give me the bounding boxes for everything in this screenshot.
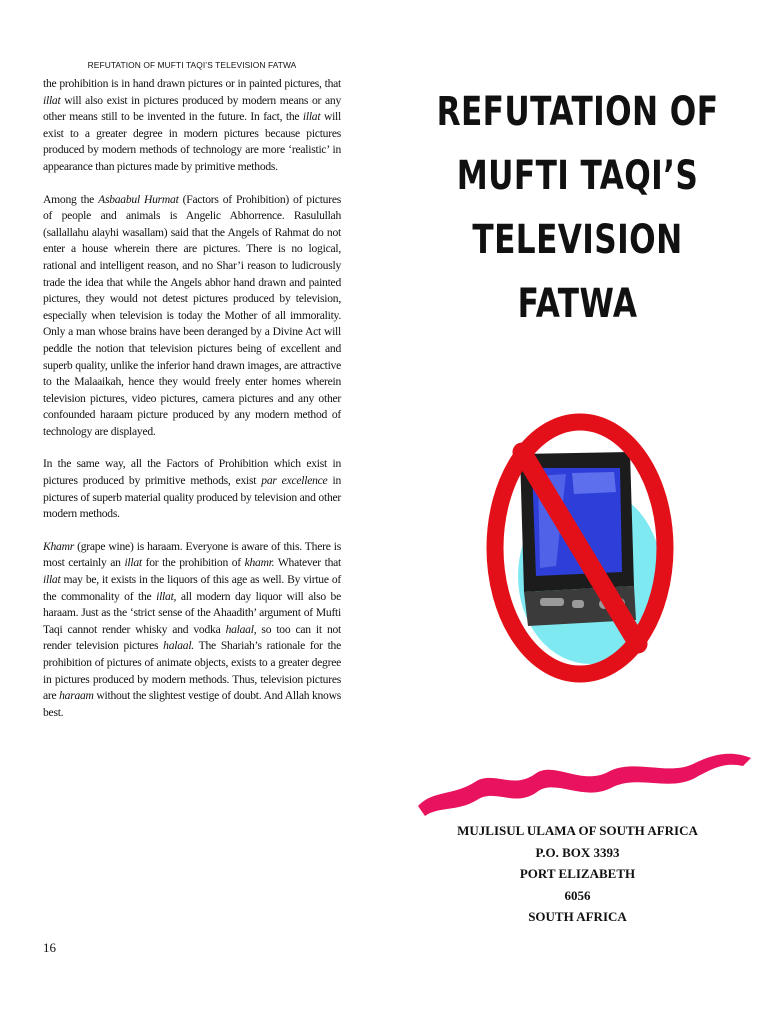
ribbon-decoration <box>413 744 753 824</box>
no-television-illustration <box>480 376 680 686</box>
cover-title <box>435 80 720 336</box>
running-header: REFUTATION OF MUFTI TAQI’S TELEVISION FATWA <box>87 60 297 70</box>
publisher-name: MUJLISUL ULAMA OF SOUTH AFRICA <box>457 823 698 838</box>
publisher-block <box>395 820 760 928</box>
publisher-city: PORT ELIZABETH <box>519 866 636 881</box>
cover-title-line: FATWA <box>517 281 638 327</box>
publisher-country: SOUTH AFRICA <box>528 909 627 924</box>
page-number: 16 <box>43 940 56 955</box>
cover-title-line: MUFTI TAQI’S <box>456 153 699 199</box>
cover-title-line: TELEVISION <box>472 217 683 263</box>
paragraph-4: Khamr (grape wine) is haraam. Everyone is aware of this. There is most certainly an illat for the prohibition of khamr. Whatever that illat may be, it exists in the liquors of this age as well. By virtue of the commonality of the illat, all modern day liquor will also be haraam. Just as the ‘strict sense of the Ahaadith’ argument of Mufti Taqi cannot render whisky and vodka halaal, so too can it not render television pictures halaal. The Shariah’s rationale for the prohibition of pictures of animate objects, exists to a greater degree in pictures produced by modern methods. Thus, television pictures are haraam without the slightest vestige of doubt. And Allah knows best. <box>43 539 342 719</box>
paragraph-3: In the same way, all the Factors of Prohibition which exist in pictures produced by primitive methods, exist par excellence in pictures of superb material quality produced by television and other modern methods. <box>43 457 341 521</box>
left-page <box>43 60 341 1010</box>
publisher-postal-code: 6056 <box>564 887 591 903</box>
cover-page <box>395 80 760 980</box>
publisher-po-box: P.O. BOX 3393 <box>535 844 620 860</box>
paragraph-2: Among the Asbaabul Hurmat (Factors of Prohibition) of pictures of people and animals is Angelic Abhorrence. Rasulullah (sallallahu alayhi wasallam) said that the Angels of Rahmat do not enter a house wherein there are pictures. There is no logical, rational and intelligent reason, and no Shar’i reason to ludicrously trade the idea that while the Angels abhor hand drawn and painted pictures, they would not detest pictures produced by television, especially when television is today the Mother of all immorality. Only a man whose brains have been deranged by a Divine Act will peddle the notion that television pictures being of excellent and superb quality, unlike the inferior hand drawn images, are attractive to the Malaaikah, hence they would freely enter homes wherein television pictures, video pictures, camera pictures and any other confounded haraam picture produced by any modern method of technology are displayed. <box>43 192 341 438</box>
paragraph-1: the prohibition is in hand drawn pictures or in painted pictures, that illat will also exist in pictures produced by modern means or any other means still to be invented in the future. In fact, the illat will exist to a greater degree in modern pictures because pictures produced by modern methods of technology are more ‘realistic’ in appearance than pictures made by primitive methods. <box>43 77 341 173</box>
cover-title-line: REFUTATION OF <box>436 89 719 135</box>
